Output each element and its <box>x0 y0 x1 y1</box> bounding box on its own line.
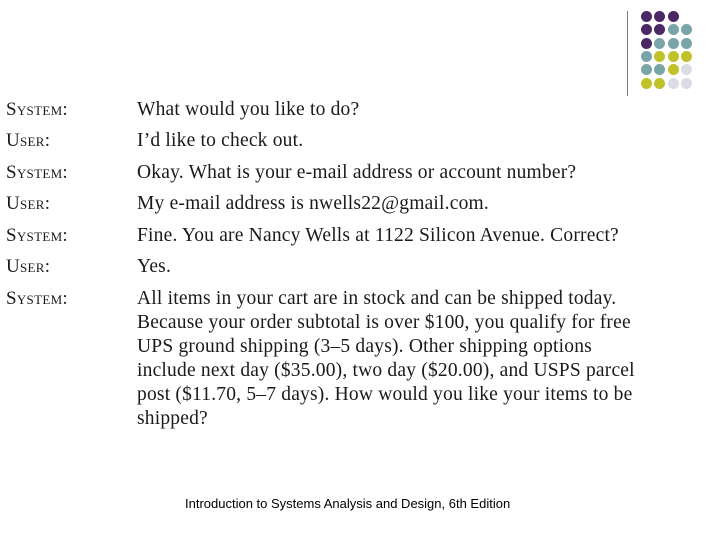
utterance-text <box>137 129 707 153</box>
utterance-line: include next day ($35.00), two day ($20.00), and USPS parcel <box>137 360 635 381</box>
speaker-label: User: <box>6 256 51 277</box>
speaker-label: User: <box>6 130 51 151</box>
speaker-label: System: <box>6 225 69 246</box>
utterance-line: What would you like to do? <box>137 99 360 120</box>
utterance-line: UPS ground shipping (3–5 days). Other shipping options <box>137 336 592 357</box>
utterance-line: Fine. You are Nancy Wells at 1122 Silicon Avenue. Correct? <box>137 225 619 246</box>
speaker-label: System: <box>6 162 69 183</box>
utterance-line: All items in your cart are in stock and can be shipped today. <box>137 288 617 309</box>
footer-caption: Introduction to Systems Analysis and Design, 6th Edition <box>185 496 511 511</box>
utterance-text <box>137 192 707 216</box>
utterance-line: Because your order subtotal is over $100, you qualify for free <box>137 312 631 333</box>
speaker-label: System: <box>6 99 69 120</box>
utterance-line: I’d like to check out. <box>137 130 304 151</box>
utterance-text <box>137 224 707 248</box>
utterance-text <box>137 255 707 279</box>
utterance-text <box>137 287 707 431</box>
utterance-line: shipped? <box>137 408 208 429</box>
utterance-line: Yes. <box>137 256 172 277</box>
utterance-text <box>137 161 707 185</box>
utterance-line: My e-mail address is nwells22@gmail.com. <box>137 193 489 214</box>
utterance-text <box>137 98 707 122</box>
utterance-line: post ($11.70, 5–7 days). How would you like your items to be <box>137 384 633 405</box>
speaker-label: System: <box>6 288 69 309</box>
utterance-line: Okay. What is your e-mail address or account number? <box>137 162 577 183</box>
speaker-label: User: <box>6 193 51 214</box>
